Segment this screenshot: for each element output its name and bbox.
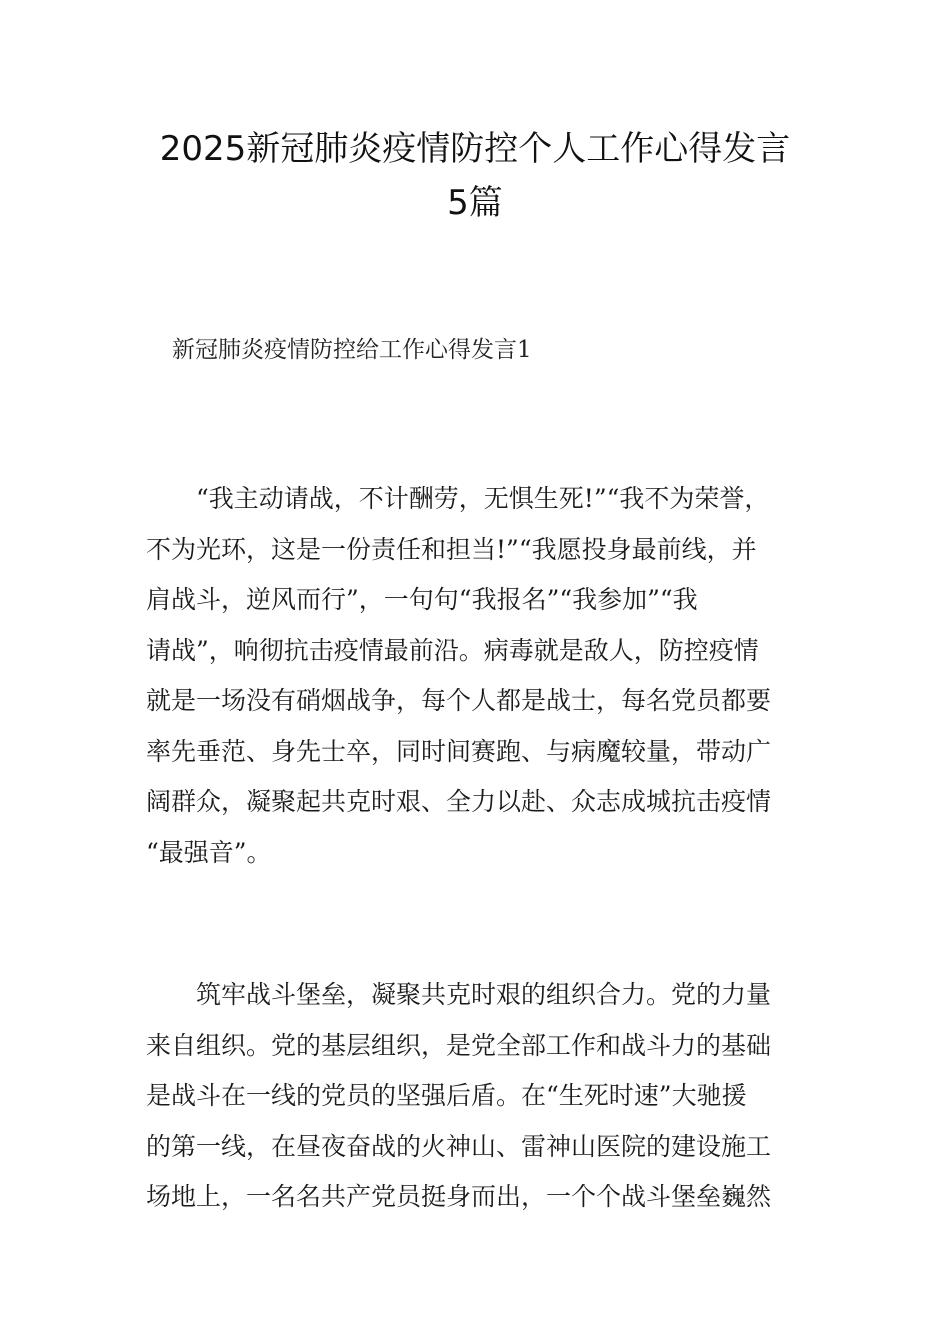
paragraph-line: 来自组织。党的基层组织，是党全部工作和战斗力的基础 [146, 1030, 772, 1060]
document-title [100, 122, 850, 230]
paragraph-line: 筑牢战斗堡垒，凝聚共克时艰的组织合力。党的力量 [196, 980, 772, 1009]
paragraph [146, 474, 808, 878]
paragraph-line: “我主动请战，不计酬劳，无惧生死!”“我不为荣誉， [196, 484, 770, 513]
section-heading: 新冠肺炎疫情防控给工作心得发言1 [172, 337, 532, 363]
paragraph-line: 场地上，一名名共产党员挺身而出，一个个战斗堡垒巍然 [146, 1182, 772, 1211]
title-line: 2025新冠肺炎疫情防控个人工作心得发言 [159, 129, 791, 169]
paragraph-line: 请战”，响彻抗击疫情最前沿。病毒就是敌人，防控疫情 [146, 635, 759, 665]
paragraph-line: 肩战斗，逆风而行”，一句句“我报名”“我参加”“我 [146, 585, 698, 614]
title-line: 5篇 [447, 183, 503, 223]
paragraph-line: 是战斗在一线的党员的坚强后盾。在“生死时速”大驰援 [146, 1081, 747, 1110]
paragraph-line: 不为光环，这是一份责任和担当!”“我愿投身最前线，并 [146, 534, 757, 564]
paragraph-line: 率先垂范、身先士卒，同时间赛跑、与病魔较量，带动广 [146, 736, 772, 766]
paragraph-line: 就是一场没有硝烟战争，每个人都是战士，每名党员都要 [146, 686, 772, 715]
paragraph-line: “最强音”。 [146, 837, 272, 867]
paragraph [146, 970, 808, 1223]
paragraph-line: 阔群众，凝聚起共克时艰、全力以赴、众志成城抗击疫情 [146, 787, 772, 816]
paragraph-line: 的第一线，在昼夜奋战的火神山、雷神山医院的建设施工 [146, 1131, 772, 1161]
